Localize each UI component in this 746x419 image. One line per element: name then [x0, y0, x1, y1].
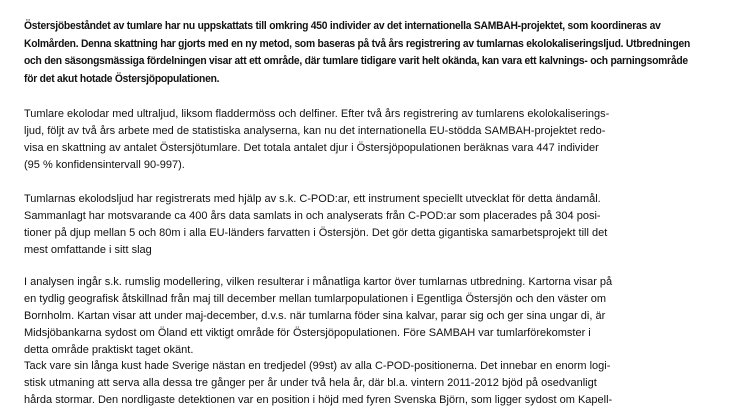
lead-line: Kolmården. Denna skattning har gjorts med en ny metod, som baseras på två års registrering av tumlarnas ekolokaliseringsljud. Utbredningen: [24, 37, 691, 50]
body-line: Midsjöbankarna sydost om Öland ett viktigt område för Östersjöpopulationen. Före SAMBAH var tumlarförekomster i: [24, 326, 591, 339]
body-line: visa en skattning av antalet Östersjötumlare. Det totala antalet djur i Östersjöpopulationen beräknas vara 447 individer: [24, 141, 599, 154]
body-paragraph-c-pod: [24, 191, 729, 259]
lead-line: för det akut hotade Östersjöpopulationen.: [24, 72, 220, 85]
body-paragraph-echolocation: [24, 106, 729, 174]
body-line: mest omfattande i sitt slag: [24, 243, 152, 256]
body-paragraph-modelling: [24, 274, 729, 359]
lead-line: och den säsongsmässiga fördelningen visar att ett område, där tumlare tidigare varit helt okända, kan vara ett kalvnings- och parningsområde: [24, 55, 688, 68]
body-line: Sammanlagt har motsvarande ca 400 års data samlats in och analyserats från C-POD:ar som placerades på 304 posi-: [24, 209, 601, 222]
body-paragraph-sweden: [24, 358, 729, 409]
body-line: I analysen ingår s.k. rumslig modellering, vilken resulterar i månatliga kartor över tumlarnas utbredning. Kartorna visar på: [24, 276, 613, 288]
body-line: Tack vare sin långa kust hade Sverige nästan en tredjedel (99st) av alla C-POD-positionerna. Det innebar en enorm logi-: [24, 360, 611, 372]
lead-paragraph: [24, 18, 723, 88]
body-line: tioner på djup mellan 5 och 80m i alla EU-länders farvatten i Östersjön. Det gör detta gigantiska samarbetsprojekt till det: [24, 226, 608, 239]
body-line: Tumlarnas ekolodsljud har registrerats med hjälp av s.k. C-POD:ar, ett instrument speciellt utvecklat för detta ändamål.: [24, 193, 601, 205]
body-line: hårda stormar. Den nordligaste detektionen var en position i höjd med fyren Svenska Björn, som ligger sydost om Kapell-: [24, 393, 613, 406]
body-line: ljud, följt av två års arbete med de statistiska analyserna, kan nu det internationella EU-stödda SAMBAH-projektet redo-: [24, 124, 606, 137]
body-line: en tydlig geografisk åtskillnad från maj till december mellan tumlarpopulationen i Egentliga Östersjön och den väster om: [24, 292, 607, 305]
lead-line: Östersjöbeståndet av tumlare har nu uppskattats till omkring 450 individer av det internationella SAMBAH-projektet, som koordineras av: [24, 20, 661, 32]
body-line: detta område praktiskt taget okänt.: [24, 343, 194, 356]
body-line: (95 % konfidensintervall 90-997).: [24, 158, 185, 171]
body-line: stisk utmaning att serva alla dessa tre gånger per år under två hela år, där bl.a. vintern 2011-2012 bjöd på osedvanligt: [24, 376, 597, 389]
body-line: Bornholm. Kartan visar att under maj-december, d.v.s. när tumlarna föder sina kalvar, parar sig och ger sina ungar di, är: [24, 309, 606, 322]
body-line: Tumlare ekolodar med ultraljud, liksom fladdermöss och delfiner. Efter två års registrering av tumlarens ekolokaliserings-: [24, 108, 610, 120]
